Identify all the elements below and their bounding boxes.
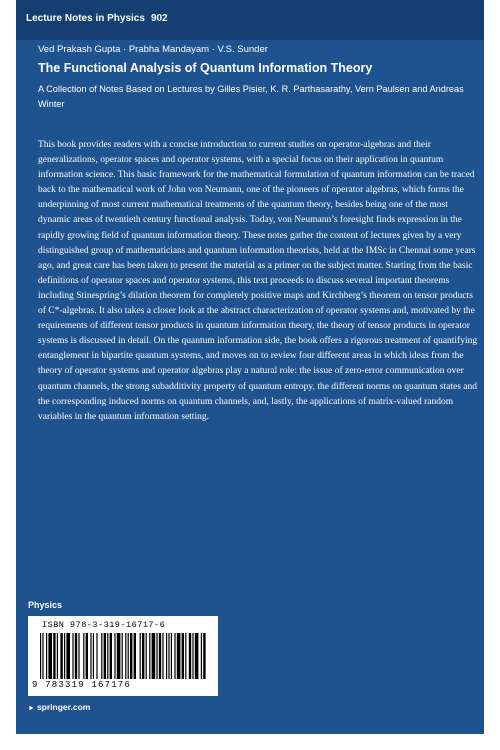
barcode-bar xyxy=(166,633,167,679)
barcode-bar xyxy=(57,633,58,679)
barcode-bar xyxy=(171,633,172,679)
barcode-bar xyxy=(192,633,193,679)
barcode-bar xyxy=(125,633,126,679)
barcode-bar xyxy=(60,633,62,679)
barcode-bar xyxy=(201,633,202,679)
barcode-bar xyxy=(86,633,88,679)
publisher-website xyxy=(28,702,90,712)
barcode-bar xyxy=(185,633,186,679)
barcode-bar xyxy=(93,633,94,679)
website-text: springer.com xyxy=(36,702,91,712)
barcode-bar xyxy=(140,633,141,679)
barcode-bar xyxy=(83,633,84,679)
arrow-right-icon: ► xyxy=(28,705,35,712)
series-label xyxy=(26,13,168,24)
barcode-bar xyxy=(159,633,161,679)
barcode-bar xyxy=(78,633,79,679)
series-number: 902 xyxy=(150,13,168,24)
isbn-label: ISBN 978-3-319-16717-6 xyxy=(42,620,166,630)
barcode-bar xyxy=(110,633,112,679)
barcode-bar xyxy=(101,633,102,679)
barcode-bars xyxy=(40,633,206,679)
barcode-bar xyxy=(149,633,150,679)
book-subtitle: A Collection of Notes Based on Lectures by Gilles Pisier, K. R. Parthasarathy, Vern Paulsen and Andreas Winter xyxy=(38,84,464,109)
barcode-bar xyxy=(48,633,52,679)
barcode-bar xyxy=(162,633,163,679)
barcode xyxy=(28,616,218,696)
barcode-bar xyxy=(75,633,77,679)
barcode-bar xyxy=(195,633,199,679)
barcode-bar xyxy=(66,633,70,679)
barcode-bar xyxy=(114,633,115,679)
barcode-bar xyxy=(177,633,181,679)
series-name: Lecture Notes in Physics xyxy=(26,13,145,24)
blurb-text: This book provides readers with a concise introduction to current studies on operator-algebras and their generalizations, operator spaces and operator systems, with a special focus on their application in quantum information science. This basic framework for the mathematical formulation of quantum information can be traced back to the mathematical work of John von Neumann, one of the pioneers of operator algebras, which forms the underpinning of most current mathematical treatments of the quantum theory, besides being one of the most dynamic areas of twentieth century functional analysis. Today, von Neumann’s foresight finds expression in the rapidly growing field of quantum information theory. These notes gather the content of lectures given by a very distinguished group of mathematicians and quantum information theorists, held at the IMSc in Chennai some years ago, and great care has been taken to present the material as a primer on the subject matter. Starting from the basic definitions of operator spaces and operator systems, this text proceeds to discuss several important theorems including Stinespring’s dilation theorem for completely positive maps and Kirchberg’s theorem on tensor products of C*-algebras. It also takes a closer look at the abstract characterization of operator systems and, motivated by the requirements of different tensor products in quantum information theory, the theory of tensor products in operator systems is discussed in detail. On the quantum information side, the book offers a rigorous treatment of quantifying entanglement in bipartite quantum systems, and moves on to review four different areas in which ideas from the theory of operator systems and operator algebras play a natural role: the issue of zero-error communication over quantum channels, the strong subadditivity property of quantum entropy, the different norms on quantum states and the corresponding induced norms on quantum channels, and, lastly, the applications of matrix-valued random variables in the quantum information setting. xyxy=(38,140,478,422)
barcode-bar xyxy=(42,633,43,679)
barcode-bar xyxy=(64,633,65,679)
barcode-bar xyxy=(122,633,123,679)
subject-label: Physics xyxy=(28,600,63,610)
barcode-bar xyxy=(152,633,156,679)
barcode-bar xyxy=(104,633,106,679)
barcode-bar xyxy=(156,633,157,679)
barcode-bar xyxy=(189,633,191,679)
barcode-bar xyxy=(72,633,73,679)
authors: Ved Prakash Gupta · Prabha Mandayam · V.S. Sunder xyxy=(38,44,268,55)
book-title: The Functional Analysis of Quantum Information Theory xyxy=(38,61,373,75)
barcode-bar xyxy=(142,633,144,679)
barcode-bar xyxy=(46,633,47,679)
barcode-bar xyxy=(134,633,136,679)
series-bar xyxy=(16,0,484,40)
barcode-digits: 9 783319 167176 xyxy=(32,680,132,690)
barcode-bar xyxy=(90,633,91,679)
barcode-bar xyxy=(128,633,129,679)
barcode-bar xyxy=(96,633,97,679)
barcode-bar xyxy=(53,633,55,679)
barcode-bar xyxy=(203,633,205,679)
barcode-bar xyxy=(182,633,184,679)
barcode-bar xyxy=(117,633,121,679)
barcode-bar xyxy=(174,633,175,679)
barcode-bar xyxy=(168,633,169,679)
barcode-bar xyxy=(40,633,41,679)
cover-panel xyxy=(16,0,484,734)
barcode-bar xyxy=(107,633,108,679)
barcode-bar xyxy=(146,633,147,679)
barcode-bar xyxy=(130,633,132,679)
